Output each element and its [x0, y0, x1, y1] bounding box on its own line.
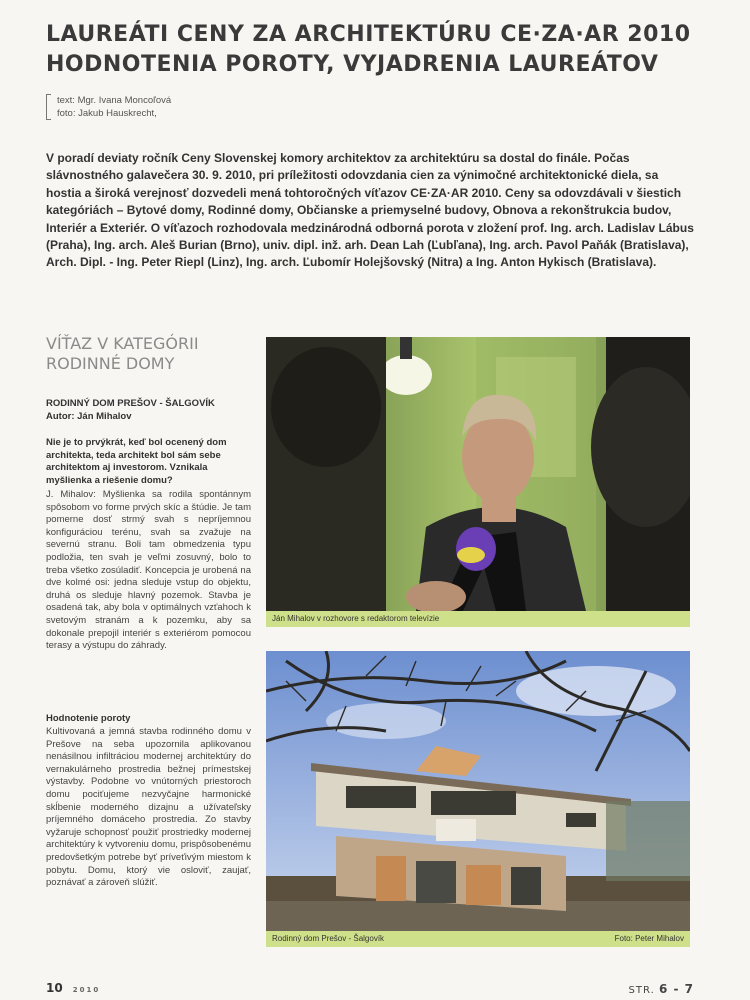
article-title — [46, 20, 706, 80]
interview-photo-caption: Ján Mihalov v rozhovore s redaktorom televízie — [266, 611, 690, 627]
house-caption-text: Rodinný dom Prešov - Šalgovík — [272, 934, 385, 943]
interview-question: Nie je to prvýkrát, keď bol ocenený dom architekta, teda architekt bol sám sebe architektom aj investorom. Vznikala myšlienka a riešenie domu? — [46, 437, 227, 486]
project-heading — [46, 397, 251, 423]
page-number-value: 10 — [46, 981, 63, 995]
interview-answer: J. Mihalov: Myšlienka sa rodila spontánnym spôsobom vo forme prvých skíc a štúdie. Je tam pomerne dosť strmý svah s nepríjemnou konfiguráciou terénu, svah sa zvažuje na severnú stranu. Boli tam obmedzenia typu podložia, ten svah je veľmi zosuvný, bolo to treba všetko zosúladiť. Koncepcia je urobená na dve kolmé osi: jedna sleduje vstup do objektu, druhá os sleduje hlavný pozemok. Stavba je osadená tak, aby bola v optimálnych vzťahoch k svetovým stranám a k pozemku, aby sa dokonale prepojil interiér s exteriérom pomocou terasy a výstupu do záhrady. — [46, 489, 251, 652]
category-heading-line1: VÍŤAZ V KATEGÓRII — [46, 334, 199, 353]
interview-photo — [266, 337, 690, 611]
jury-heading: Hodnotenie poroty — [46, 713, 131, 724]
page-reference — [629, 982, 694, 996]
category-heading — [46, 334, 199, 374]
interview-photo-image — [266, 337, 690, 611]
page-number — [46, 981, 100, 995]
title-line-2: HODNOTENIA POROTY, VYJADRENIA LAUREÁTOV — [46, 52, 659, 77]
page-reference-label: STR. — [628, 985, 655, 996]
project-author: Autor: Ján Mihalov — [46, 411, 132, 422]
photo-credit: Foto: Peter Mihalov — [614, 934, 684, 943]
issue-year: 2010 — [72, 986, 101, 994]
title-line-1: LAUREÁTI CENY ZA ARCHITEKTÚRU CE·ZA·AR 2010 — [46, 22, 691, 47]
category-heading-line2: RODINNÉ DOMY — [46, 354, 175, 373]
house-photo — [266, 651, 690, 931]
lead-paragraph: V poradí deviaty ročník Ceny Slovenskej komory architektov za architektúru sa dostal do finále. Počas slávnostného galavečera 30. 9. 2010, pri príležitosti odovzdania cien za výnimočné architektonické diela, sa hostia a široká verejnosť dozvedeli mená tohtoročných víťazov CE·ZA·AR 2010. Ceny sa odovzdávali v šiestich kategóriách – Bytové domy, Rodinné domy, Občianske a priemyselné budovy, Obnova a rekonštrukcia budov, Interiér a Exteriér. O víťazoch rozhodovala medzinárodná odborná porota v zložení prof. Ing. arch. Ladislav Lábus (Praha), Ing. arch. Aleš Burian (Brno), univ. dipl. inž. arh. Dean Lah (Ľubľana), Ing. arch. Pavol Paňák (Bratislava), Arch. Dipl. - Ing. Peter Riepl (Linz), Ing. arch. Ľubomír Holejšovský (Nitra) a Ing. Anton Hykisch (Bratislava). — [46, 151, 694, 270]
house-photo-caption — [266, 931, 690, 947]
page-reference-value: 6 - 7 — [658, 982, 694, 996]
credit-text-author: text: Mgr. Ivana Moncoľová — [57, 95, 172, 106]
project-name: RODINNÝ DOM PREŠOV - ŠALGOVÍK — [46, 398, 215, 409]
house-photo-image — [266, 651, 690, 931]
credit-photo-author: foto: Jakub Hauskrecht, — [57, 108, 157, 119]
jury-text: Kultivovaná a jemná stavba rodinného domu v Prešove na seba upozornila aplikovanou nenásilnou infiltráciou modernej architektúry do vernakulárneho prostredia bežnej prímestskej výstavby. Podobne vo vnútorných priestoroch domu pociťujeme nezvyčajne harmonické skĺbenie moderného dizajnu a užívateľsky príjemného domáceho prostredia. Zo stavby vyžaruje schopnosť použiť prostriedky modernej architektúry k vytvoreniu domu, prispôsobenému predovšetkým potrebe byť príveťivým miestom k pobytu. Domu, ktorý vie osloviť, zaujať, poznávať a zároveň slúžiť. — [46, 726, 251, 889]
credits-block — [46, 94, 171, 120]
